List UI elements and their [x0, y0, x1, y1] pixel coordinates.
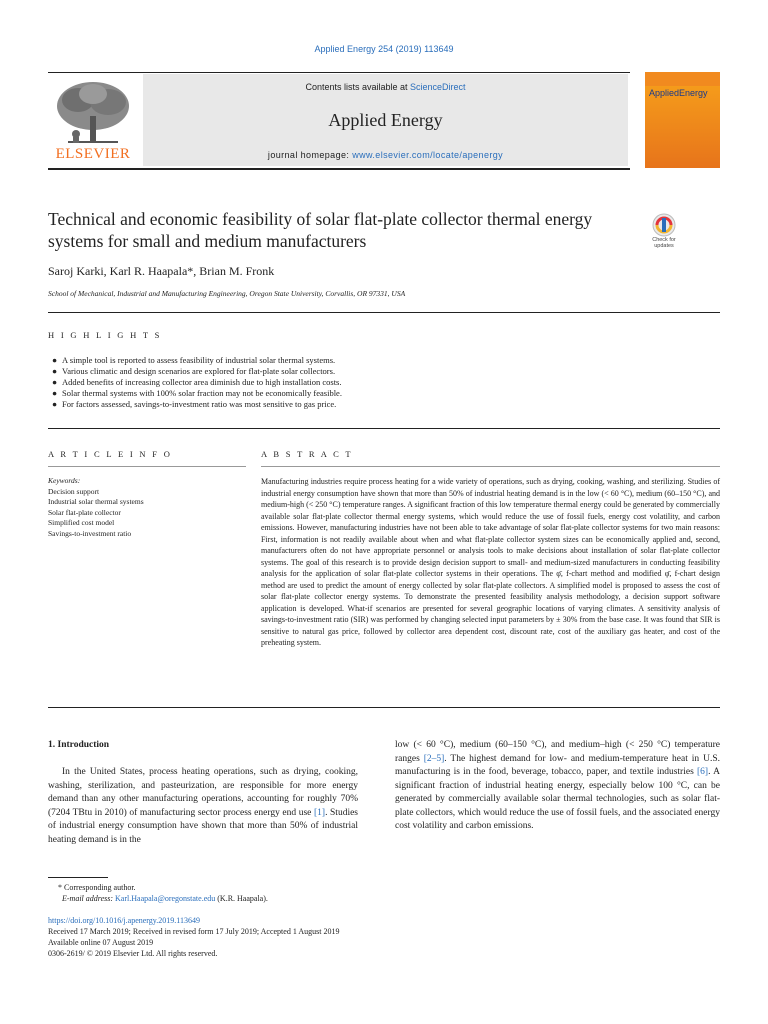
- intro-text: . The highest demand for low- and medium-temperature heat in U.S. manufacturing is in the food, beverage, tobacco, paper, and textile industries: [395, 753, 720, 777]
- section-heading-introduction: 1. Introduction: [48, 740, 110, 750]
- header-top-rule: [48, 72, 630, 73]
- bullet-icon: ●: [52, 399, 58, 409]
- author-list: Saroj Karki, Karl R. Haapala*, Brian M. Fronk: [48, 264, 275, 278]
- abstract-text: Manufacturing industries require process heating for a wide variety of operations, such as drying, cooking, washing, and sterilizing. Studies of industrial energy consumption have shown that more than 50% of industrial heating demand is in the low (< 60 °C), medium (60–150 °C), and medium-high (< 250 °C) temperature ranges. A significant fraction of this low temperature thermal energy could be generated by commercially available solar flat-plate collector thermal energy systems, which would reduce the use of fossil fuels, energy cost volatility, and carbon emissions. However, manufacturing industries have not been able to take advantage of solar flat-plate collector systems for two main reasons: First, information is not readily available about when and what flat-plate collector system sizes can be economically applied and, second, manufacturers often do not have appropriate personnel or analysis tools to make decisions about installation of solar flat-plate collector systems. The goal of this research is to provide design decision support to small- and medium-sized manufacturers in conducting feasibility analysis for the application of solar flat-plate collector systems in their operations. The φ̄, f-chart method and modified φ̄, f-chart design method are used to predict the amount of energy collected by solar flat-plate collectors. A simplified model is proposed to assess the cost of solar flat-plate collector energy systems. To demonstrate the presented feasibility analysis methodology, a decision support software application is developed. What-if scenarios are presented for several geographic locations of varying climates. A sensitivity analysis of savings-to-investment ratio (SIR) was performed by changing selected input parameters by ± 30% from the base case. It was found that SIR is sensitive to natural gas price, followed by collector area dependent cost, discount rate, cost of the auxiliary gas heater, and cost of the preheating system.: [261, 477, 720, 647]
- keyword: Savings-to-investment ratio: [48, 528, 132, 538]
- journal-cover-image[interactable]: [645, 72, 720, 168]
- bullet-icon: ●: [52, 388, 58, 398]
- highlight-text: Solar thermal systems with 100% solar fraction may not be economically feasible.: [62, 388, 342, 398]
- highlight-text: For factors assessed, savings-to-investment ratio was most sensitive to gas price.: [62, 399, 337, 409]
- crossmark-line1: Check for: [652, 237, 676, 243]
- bullet-icon: ●: [52, 377, 58, 387]
- journal-homepage-link[interactable]: www.elsevier.com/locate/apenergy: [352, 150, 504, 160]
- rule-highlights-top: [48, 312, 720, 313]
- crossmark-icon: [645, 212, 683, 238]
- highlight-text: Various climatic and design scenarios are explored for flat-plate solar collectors.: [62, 366, 336, 376]
- received-dates: Received 17 March 2019; Received in revised form 17 July 2019; Accepted 1 August 2019: [48, 927, 340, 936]
- citation-link[interactable]: [6]: [696, 767, 709, 777]
- available-online: Available online 07 August 2019: [48, 938, 154, 947]
- footnote-rule: [48, 877, 108, 878]
- footnotes: [48, 882, 268, 904]
- rule-highlights-bottom: [48, 428, 720, 429]
- highlight-item: [48, 377, 720, 388]
- keywords-block: [48, 476, 248, 539]
- abstract-heading: A B S T R A C T: [261, 449, 353, 459]
- intro-column-1: [48, 766, 358, 847]
- article-info-heading: A R T I C L E I N F O: [48, 449, 173, 459]
- journal-reference[interactable]: Applied Energy 254 (2019) 113649: [314, 44, 454, 54]
- intro-text: In the United States, process heating operations, such as drying, cooking, washing, sterilization, and pasteurization, are responsible for more energy demand than any other manufacturing operations, accounting for roughly 70% (7204 TBtu in 2010) of manufacturing sector process energy end use: [48, 767, 358, 818]
- abstract-rule: [261, 466, 720, 467]
- sciencedirect-link[interactable]: ScienceDirect: [410, 82, 466, 92]
- journal-title: Applied Energy: [328, 110, 443, 130]
- affiliation: School of Mechanical, Industrial and Manufacturing Engineering, Oregon State University, Corvallis, OR 97331, USA: [48, 289, 406, 298]
- bullet-icon: ●: [52, 366, 58, 376]
- header-bottom-rule: [48, 168, 630, 170]
- highlights-heading: H I G H L I G H T S: [48, 330, 162, 340]
- email-link[interactable]: Karl.Haapala@oregonstate.edu: [115, 894, 216, 903]
- article-info-rule: [48, 466, 246, 467]
- email-note: [48, 893, 268, 904]
- highlight-text: A simple tool is reported to assess feasibility of industrial solar thermal systems.: [62, 355, 336, 365]
- keyword: Simplified cost model: [48, 518, 115, 527]
- highlights-list: [48, 355, 720, 410]
- intro-text: . A significant fraction of industrial heating energy, especially below 100 °C, can be generated by commercially available solar thermal technologies, such as solar flat-plate collectors, which would reduce the use of fossil fuels, and the associated energy cost volatility and carbon emissions.: [395, 767, 720, 831]
- highlight-item: [48, 355, 720, 366]
- article-title: Technical and economic feasibility of solar flat-plate collector thermal energy systems for small and medium manufacturers: [48, 209, 593, 251]
- corresponding-author-note: * Corresponding author.: [58, 883, 136, 892]
- check-for-updates-badge[interactable]: [645, 212, 683, 252]
- keyword: Industrial solar thermal systems: [48, 497, 144, 506]
- rule-abstract-bottom: [48, 707, 720, 708]
- contents-line: [143, 82, 628, 92]
- keyword: Decision support: [48, 486, 100, 496]
- doi-link[interactable]: https://doi.org/10.1016/j.apenergy.2019.113649: [48, 916, 200, 925]
- highlight-item: [48, 388, 720, 399]
- journal-homepage-line: [143, 150, 628, 160]
- keywords-label: Keywords:: [48, 476, 81, 485]
- bullet-icon: ●: [52, 355, 58, 365]
- citation-link[interactable]: [2–5]: [423, 753, 445, 764]
- crossmark-label: [645, 237, 683, 249]
- homepage-prefix: journal homepage:: [267, 150, 353, 160]
- publication-info: [48, 915, 340, 959]
- elsevier-wordmark: ELSEVIER: [55, 146, 131, 162]
- journal-header-box: [143, 74, 628, 166]
- citation-link[interactable]: [1]: [313, 807, 326, 818]
- crossmark-line2: updates: [654, 243, 674, 249]
- journal-cover-icon: [645, 72, 720, 168]
- highlight-item: [48, 366, 720, 377]
- highlight-text: Added benefits of increasing collector area diminish due to high installation costs.: [62, 377, 342, 387]
- highlight-item: [48, 399, 720, 410]
- contents-prefix: Contents lists available at: [305, 82, 411, 92]
- cover-title: AppliedEnergy: [649, 88, 708, 98]
- intro-text: . Studies of industrial energy consumption have shown that more than 50% of industrial heating demand is in the: [48, 807, 358, 845]
- intro-column-2: [395, 739, 720, 834]
- intro-text: low (< 60 °C), medium (60–150 °C), and medium–high (< 250 °C) temperature ranges: [395, 740, 720, 764]
- keyword: Solar flat-plate collector: [48, 507, 121, 517]
- email-suffix: (K.R. Haapala).: [215, 894, 268, 903]
- elsevier-logo[interactable]: [48, 76, 138, 166]
- copyright: 0306-2619/ © 2019 Elsevier Ltd. All rights reserved.: [48, 949, 218, 958]
- email-label: E-mail address:: [62, 894, 116, 903]
